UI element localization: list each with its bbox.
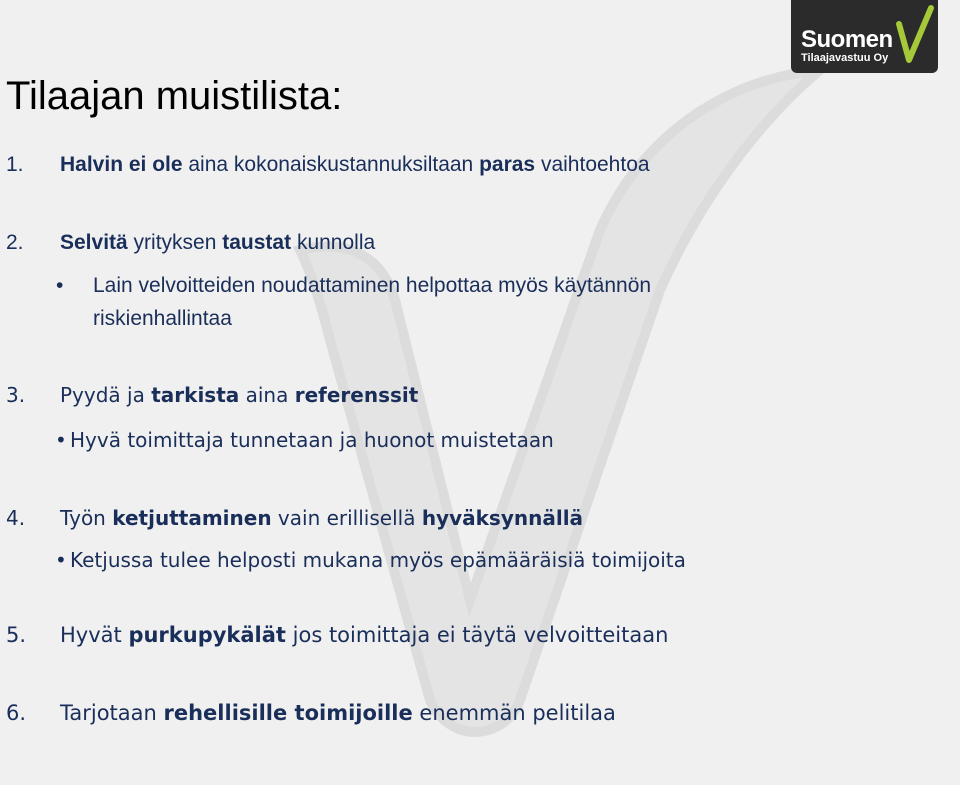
text-segment: jos toimittaja ei täytä velvoitteitaan <box>285 623 669 647</box>
text-segment: hyväksynnällä <box>421 506 584 530</box>
sub-bullet-text: Lain velvoitteiden noudattaminen helpottaa myös käytännön <box>93 274 652 297</box>
item-text <box>60 623 668 647</box>
item-text <box>60 231 375 255</box>
text-segment: Hyvät <box>60 623 129 647</box>
item-number: 1. <box>6 153 24 176</box>
item-number: 5. <box>6 623 27 647</box>
text-segment: vaihtoehtoa <box>535 153 650 176</box>
text-segment: aina <box>239 383 295 407</box>
text-segment: Työn <box>60 506 113 530</box>
bullet-icon: • <box>55 548 67 572</box>
logo-subtitle: Tilaajavastuu Oy <box>801 52 889 64</box>
item-number: 3. <box>6 383 26 407</box>
text-segment: purkupykälät <box>128 623 286 647</box>
logo-wordmark: Suomen <box>801 26 893 53</box>
text-segment: aina kokonaiskustannuksiltaan <box>182 153 480 176</box>
item-text <box>60 383 418 407</box>
text-segment: Halvin ei ole <box>60 153 183 176</box>
company-logo <box>791 0 938 73</box>
text-segment: kunnolla <box>291 231 376 254</box>
text-segment: referenssit <box>294 383 419 407</box>
text-segment: Tarjotaan <box>60 701 164 725</box>
sub-bullet-text: riskienhallintaa <box>93 307 232 330</box>
item-text <box>60 506 583 530</box>
text-segment: enemmän pelitilaa <box>412 701 616 725</box>
text-segment: paras <box>479 153 536 176</box>
bullet-icon: • <box>56 274 64 297</box>
text-segment: Selvitä <box>60 231 128 254</box>
item-text <box>60 153 650 177</box>
text-segment: Pyydä ja <box>60 383 152 407</box>
item-number: 6. <box>6 701 27 725</box>
text-segment: yrityksen <box>127 231 223 254</box>
text-segment: taustat <box>222 231 292 254</box>
slide-title: Tilaajan muistilista: <box>6 74 343 118</box>
text-segment: ketjuttaminen <box>112 506 272 530</box>
sub-bullet-text: Ketjussa tulee helposti mukana myös epämääräisiä toimijoita <box>70 548 686 572</box>
text-segment: rehellisille toimijoille <box>163 701 413 725</box>
text-segment: vain erillisellä <box>271 506 422 530</box>
sub-bullet-text: Hyvä toimittaja tunnetaan ja huonot muistetaan <box>70 428 554 452</box>
bullet-icon: • <box>55 428 67 452</box>
text-segment: tarkista <box>151 383 240 407</box>
item-text <box>60 701 616 725</box>
item-number: 2. <box>6 231 24 254</box>
item-number: 4. <box>6 506 26 530</box>
